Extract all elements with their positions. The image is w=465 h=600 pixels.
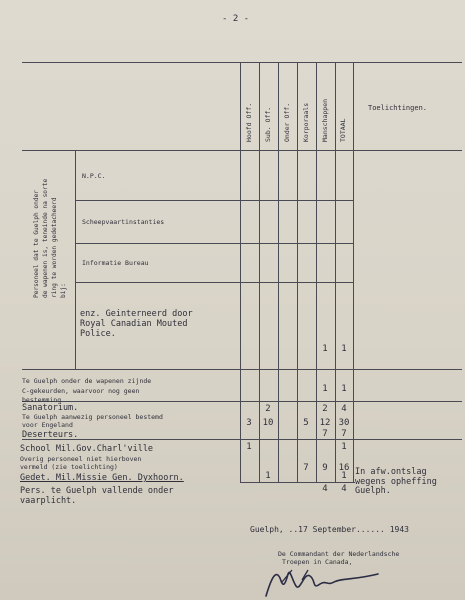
header-rule xyxy=(22,150,462,151)
col-totaal: TOTAAL xyxy=(339,118,347,142)
row-rule xyxy=(22,439,462,440)
col-sub-off: Sub. Off. xyxy=(264,106,272,142)
remarks-header: Toelichtingen. xyxy=(368,104,428,112)
cell-eng-ond: 5 xyxy=(303,418,309,428)
cell-eng-kor: 12 xyxy=(319,418,331,428)
row-npc: N.P.C. xyxy=(82,172,106,180)
col-rule xyxy=(75,150,76,369)
cell-eng-hoofd: 3 xyxy=(246,418,252,428)
col-rule xyxy=(278,62,279,482)
row-deserteurs: Deserteurs. xyxy=(22,430,79,440)
cell-eng-man: 30 xyxy=(338,418,350,428)
row-informatie: Informatie Bureau xyxy=(82,259,149,267)
row-school: School Mil.Gov.Charl'ville xyxy=(20,444,154,454)
cell-guelph-man: 1 xyxy=(322,384,328,394)
cell-ged-tot: 1 xyxy=(341,471,347,481)
cell-school-tot: 1 xyxy=(341,442,347,452)
row-engeland: Te Guelph aanwezig personeel bestemd voor Engeland xyxy=(22,413,163,429)
total-rule xyxy=(240,482,355,483)
cell-ov-tot: 16 xyxy=(338,463,350,473)
row-scheepvaart: Scheepvaartinstanties xyxy=(82,218,165,226)
signature xyxy=(262,566,382,600)
side-label: Personeel dat te Guelph onder de wapenen is, teneinde na sorte ring te worden gedetacheerd bij: xyxy=(33,178,67,298)
row-rule xyxy=(75,243,353,244)
cell-des-tot: 7 xyxy=(341,429,347,439)
col-onder-off: Onder Off. xyxy=(283,102,291,142)
cell-geint-tot: 1 xyxy=(341,344,347,354)
col-rule xyxy=(353,62,354,482)
row-gedetacheerd: Gedet. Mil.Missie Gen. Dyxhoorn. xyxy=(20,473,184,483)
cell-ov-man: 9 xyxy=(322,463,328,473)
commander-block: De Commandant der Nederlandsche Troepen in Canada, xyxy=(278,550,400,566)
cell-ged-sub: 1 xyxy=(265,471,271,481)
cell-sanat-man: 2 xyxy=(322,404,328,414)
remark-note: In afw.ontslag wegens opheffing Guelph. xyxy=(355,467,437,496)
row-c-gekeurden: Te Guelph onder de wapenen zijnde C-gekeurden, waarvoor nog geen bestemming xyxy=(22,377,152,404)
row-rule xyxy=(75,282,353,283)
row-overig: Overig personeel niet hierboven vermeld (zie toelichting) xyxy=(20,455,142,471)
cell-ov-kor: 7 xyxy=(303,463,309,473)
table-top-rule xyxy=(22,62,462,63)
cell-guelph-tot: 1 xyxy=(341,384,347,394)
row-geinterneerd: enz. Geinterneerd door Royal Canadian Mouted Police. xyxy=(80,309,193,339)
cell-school-hoofd: 1 xyxy=(246,442,252,452)
page-number: - 2 - xyxy=(222,14,250,24)
row-rule xyxy=(22,369,462,370)
row-rule xyxy=(75,200,353,201)
cell-eng-sub: 10 xyxy=(262,418,274,428)
place-date: Guelph, ..17 September...... 1943 xyxy=(250,525,409,534)
col-hoofd-off: Hoofd Off. xyxy=(245,102,253,142)
row-sanatorium: Sanatorium. xyxy=(22,403,79,413)
col-korporaals: Korporaals xyxy=(302,102,310,142)
cell-geint-man: 1 xyxy=(322,344,328,354)
col-manschappen: Manschappen xyxy=(321,98,329,142)
cell-des-man: 7 xyxy=(322,429,328,439)
cell-pers-tot: 4 xyxy=(341,484,347,494)
cell-sanat-sub: 2 xyxy=(265,404,271,414)
row-vaarplicht: Pers. te Guelph vallende onder vaarplicht. xyxy=(20,486,174,506)
cell-pers-man: 4 xyxy=(322,484,328,494)
cell-sanat-tot: 4 xyxy=(341,404,347,414)
